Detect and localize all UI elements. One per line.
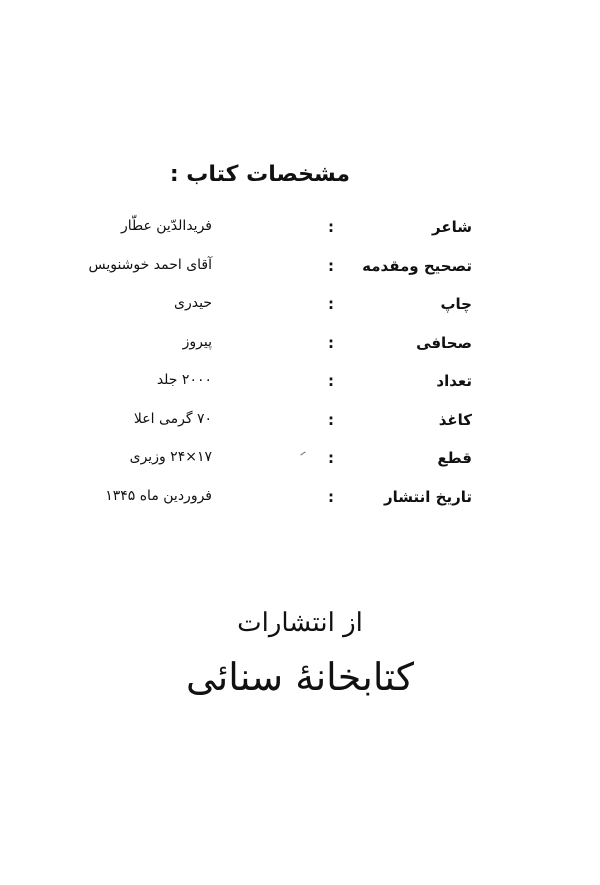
book-specifications-heading: مشخصات کتاب :: [169, 162, 350, 187]
spec-label: شاعر: [432, 218, 472, 236]
publisher-name: کتابخانهٔ سنائی: [186, 655, 414, 699]
specifications-table: [0, 212, 600, 520]
spec-row-printing: [0, 289, 600, 328]
spec-label: کاغذ: [438, 410, 472, 429]
spec-label: قطع: [437, 449, 472, 467]
spec-colon: :: [328, 218, 334, 236]
spec-label: چاپ: [440, 295, 472, 313]
spec-value: ۷۰ گرمی اعلا: [133, 410, 212, 427]
spec-value: ۱۷×۲۴ وزیری: [129, 449, 212, 465]
spec-value: پیروز: [182, 333, 212, 350]
spec-row-format: [0, 443, 600, 482]
spec-colon: :: [328, 333, 334, 352]
spec-row-binding: [0, 328, 600, 367]
spec-value: فروردین ماه ۱۳۴۵: [105, 487, 212, 504]
spec-colon: :: [328, 487, 334, 506]
spec-colon: :: [328, 410, 334, 429]
spec-row-editor: [0, 251, 600, 290]
spec-label: صحافی: [416, 333, 472, 352]
spec-row-paper: [0, 405, 600, 444]
spec-value: حیدری: [174, 295, 212, 311]
spec-colon: :: [328, 295, 334, 313]
spec-value: آقای احمد خوشنویس: [88, 256, 212, 273]
publisher-prefix: از انتشارات: [237, 608, 363, 638]
spec-row-poet: [0, 212, 600, 251]
spec-row-publication-date: [0, 482, 600, 521]
spec-value: فریدالدّین عطّار: [120, 218, 212, 234]
spec-colon: :: [328, 449, 334, 467]
spec-colon: :: [328, 256, 334, 275]
spec-row-print-run: [0, 366, 600, 405]
spec-colon: :: [328, 372, 334, 390]
spec-label: تصحیح ومقدمه: [362, 256, 472, 275]
spec-value: ۲۰۰۰ جلد: [156, 372, 212, 388]
spec-label: تعداد: [436, 372, 472, 390]
spec-label: تاریخ انتشار: [384, 487, 472, 506]
